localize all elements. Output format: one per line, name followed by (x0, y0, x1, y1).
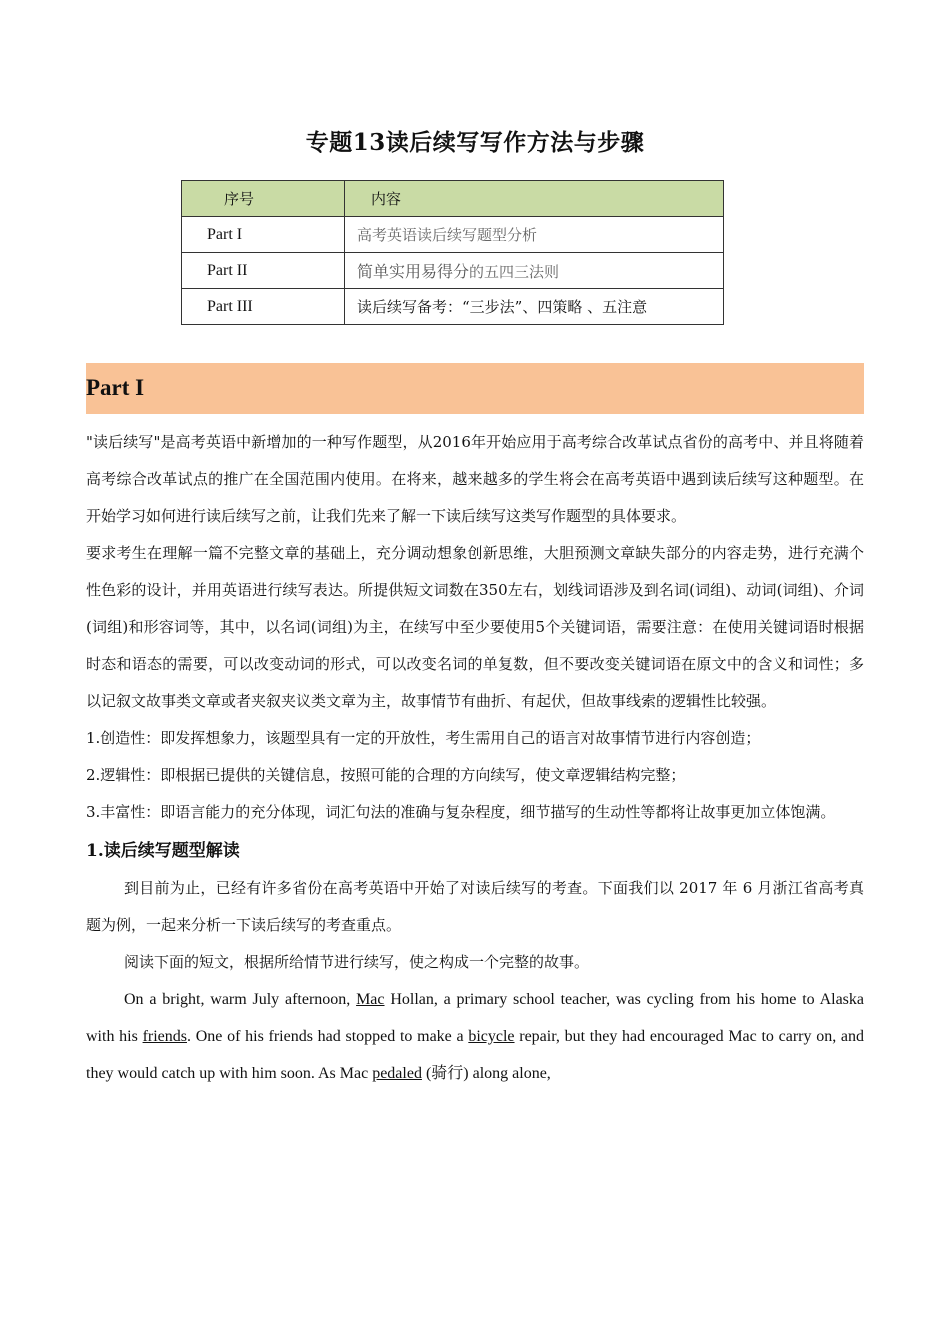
table-row (182, 217, 724, 253)
story-text: (骑行) along alone, (421, 1065, 551, 1082)
row-number: Part III (182, 289, 345, 325)
row-content (345, 253, 724, 289)
contents-table (181, 180, 724, 325)
story-text: On a bright, warm July afternoon, (124, 991, 357, 1008)
table-header-row (182, 181, 724, 217)
page-title: 专题13读后续写写作方法与步骤 (305, 129, 645, 156)
table-row (182, 253, 724, 289)
article-body (86, 424, 864, 1092)
table-row (182, 289, 724, 325)
keyword: friends (142, 1028, 187, 1045)
row-content: 读后续写备考：“三步法”、四策略 、五注意 (345, 289, 724, 325)
row-content: 高考英语读后续写题型分析 (345, 217, 724, 253)
paragraph: "读后续写"是高考英语中新增加的一种写作题型，从2016年开始应用于高考综合改革试点省份的高考中、并且将随着高考综合改革试点的推广在全国范围内使用。在将来，越来越多的学生将会在高考英语中遇到读后续写这种题型。在开始学习如何进行读后续写之前，让我们先来了解一下读后续写这类写作题型的具体要求。 (86, 433, 864, 525)
row-number: Part I (182, 217, 345, 253)
keyword: Mac (356, 991, 385, 1008)
story-text: . One of his friends had stopped to make a (187, 1028, 469, 1045)
paragraph: 到目前为止，已经有许多省份在高考英语中开始了对读后续写的考查。下面我们以 2017 年 6 月浙江省高考真题为例，一起来分析一下读后续写的考查重点。 (86, 879, 864, 934)
row-content-part-a: 简单实用易得分 (357, 262, 470, 281)
part-i-heading: Part I (86, 375, 145, 400)
paragraph: 要求考生在理解一篇不完整文章的基础上，充分调动想象创新思维，大胆预测文章缺失部分的内容走势，进行充满个性色彩的设计，并用英语进行续写表达。所提供短文词数在350左右，划线词语涉及到名词(词组)、动词(词组)、介词(词组)和形容词等，其中，以名词(词组)为主，在续写中至少要使用5个关键词语，需要注意：在使用关键词语时根据时态和语态的需要，可以改变动词的形式，可以改变名词的单复数，但不要改变关键词语在原文中的含义和词性；多以记叙文故事类文章或者夹叙夹议类文章为主，故事情节有曲折、有起伏，但故事线索的逻辑性比较强。 (86, 544, 864, 710)
list-item: 2.逻辑性：即根据已提供的关键信息，按照可能的合理的方向续写，使文章逻辑结构完整； (86, 766, 686, 784)
part-i-banner (86, 363, 864, 414)
header-number: 序号 (182, 181, 345, 217)
keyword: pedaled (372, 1065, 422, 1082)
story-text: Hollan, a primary school teacher, was cycling from his home to Alaska with his (86, 991, 864, 1045)
story-paragraph (86, 981, 864, 1092)
row-number: Part II (182, 253, 345, 289)
keyword: bicycle (468, 1028, 515, 1045)
list-item: 3.丰富性：即语言能力的充分体现，词汇句法的准确与复杂程度，细节描写的生动性等都将让故事更加立体饱满。 (86, 803, 836, 821)
section-heading: 1.读后续写题型解读 (86, 841, 240, 861)
row-content-part-b: 的五四三法则 (469, 263, 560, 281)
list-item: 1.创造性：即发挥想象力，该题型具有一定的开放性，考生需用自己的语言对故事情节进行内容创造； (86, 729, 761, 747)
paragraph: 阅读下面的短文，根据所给情节进行续写，使之构成一个完整的故事。 (124, 953, 590, 971)
story-text: repair, but they had encouraged Mac to carry on, and they would catch up with him soon. As Mac (86, 1028, 865, 1082)
header-content: 内容 (345, 181, 724, 217)
